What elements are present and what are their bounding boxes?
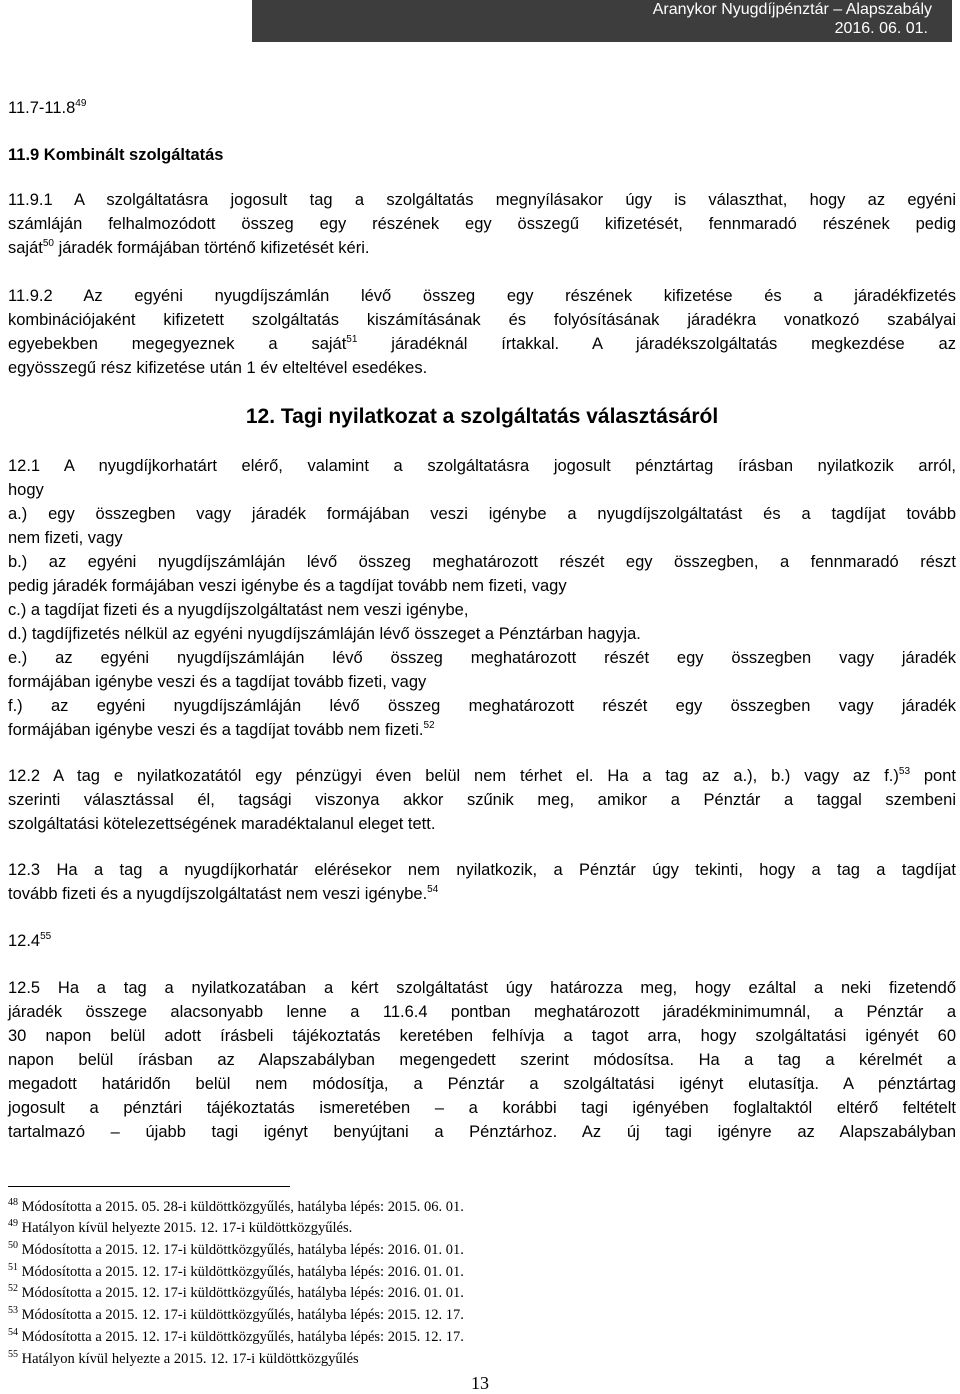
text-line: 11.9.2 Az egyéni nyugdíjszámlán lévő összeg egy részének kifizetése és a járadékfizetés (8, 287, 956, 305)
text-line: számláján felhalmozódott összeg egy részének egy összegű kifizetését, fennmaradó részének pedig (8, 215, 956, 233)
list-item-f-cont (8, 718, 956, 742)
text-line: napon belül írásban az Alapszabályban megengedett szerint módosítsa. Ha a tag a kérelmét a (8, 1051, 956, 1069)
text-line (8, 332, 956, 356)
footnote-ref: 54 (427, 884, 439, 895)
footnote (8, 1218, 352, 1238)
footnote-text: Módosította a 2015. 05. 28-i küldöttközgyűlés, hatályba lépés: 2015. 06. 01. (21, 1199, 464, 1215)
list-item-a: a.) egy összegben vagy járadék formájában veszi igénybe a nyugdíjszolgáltatást és a tagdíjat tovább (8, 505, 956, 523)
text-segment: egyebekben megegyeznek a saját (8, 335, 347, 353)
paragraph-12-2 (8, 764, 956, 836)
footnote-text: Módosította a 2015. 12. 17-i küldöttközgyűlés, hatályba lépés: 2016. 01. 01. (21, 1264, 464, 1280)
text-segment: formájában igénybe veszi és a tagdíjat tovább nem fizeti. (8, 721, 424, 739)
text-line: kombinációjaként kifizetett szolgáltatás kiszámításának és folyósításának járadékra vonatkozó szabályai (8, 311, 956, 329)
page-header (252, 0, 952, 42)
footnote (8, 1197, 464, 1217)
footnote (8, 1327, 464, 1347)
footnote-number: 50 (8, 1240, 18, 1251)
header-title: Aranykor Nyugdíjpénztár – Alapszabály (652, 1, 932, 18)
footnote-ref: 49 (75, 98, 87, 109)
text-segment: 12.2 A tag e nyilatkozatától egy pénzügyi éven belül nem térhet el. Ha a tag az a.), b.) vagy az f.) (8, 767, 899, 785)
footnote-number: 49 (8, 1218, 18, 1229)
text-segment: pont (910, 767, 956, 785)
list-item-c: c.) a tagdíjat fizeti és a nyugdíjszolgáltatást nem veszi igénybe, (8, 601, 469, 619)
list-item-e-cont: formájában igénybe veszi és a tagdíjat tovább fizeti, vagy (8, 673, 427, 691)
footnote-ref: 50 (42, 238, 54, 249)
text-segment: tovább fizeti és a nyugdíjszolgáltatást nem veszi igénybe. (8, 885, 428, 903)
text-line: 12.1 A nyugdíjkorhatárt elérő, valamint a szolgáltatásra jogosult pénztártag írásban nyilatkozik arról, (8, 457, 956, 475)
text-line: egyösszegű rész kifizetése után 1 év elteltével esedékes. (8, 359, 428, 377)
footnote-text: Hatályon kívül helyezte a 2015. 12. 17-i küldöttközgyűlés (21, 1351, 359, 1367)
section-label: 12.4 (8, 932, 41, 950)
section-label: 11.7-11.8 (8, 99, 76, 117)
footnote-text: Módosította a 2015. 12. 17-i küldöttközgyűlés, hatályba lépés: 2015. 12. 17. (21, 1329, 464, 1345)
footnote (8, 1283, 464, 1303)
footnote (8, 1240, 464, 1260)
footnote-number: 55 (8, 1349, 18, 1360)
paragraph-12-5 (8, 976, 956, 1144)
text-line (8, 236, 956, 260)
paragraph-12-1 (8, 454, 956, 742)
text-line: hogy (8, 481, 44, 499)
footnote (8, 1262, 464, 1282)
text-line: járadék összege alacsonyabb lenne a 11.6.4 pontban meghatározott járadékminimumnál, a Pénztár a (8, 1003, 956, 1021)
paragraph-11-9-1 (8, 188, 956, 260)
list-item-f: f.) az egyéni nyugdíjszámláján lévő összeg meghatározott részét egy összegben vagy járadék (8, 697, 956, 715)
footnote-separator (8, 1186, 290, 1187)
footnote-number: 51 (8, 1262, 18, 1273)
footnote-ref: 53 (898, 766, 911, 777)
list-item-d: d.) tagdíjfizetés nélkül az egyéni nyugdíjszámláján lévő összeget a Pénztárban hagyja. (8, 625, 641, 643)
paragraph-12-3 (8, 858, 956, 906)
text-line: szolgáltatási kötelezettségének maradéktalanul eleget tett. (8, 815, 436, 833)
text-line: 11.9.1 A szolgáltatásra jogosult tag a szolgáltatás megnyílásakor úgy is választhat, hogy az egyéni (8, 191, 956, 209)
footnote (8, 1305, 464, 1325)
paragraph-11-9-2 (8, 284, 956, 380)
section-11-9-title: 11.9 Kombinált szolgáltatás (8, 146, 224, 164)
footnote-number: 48 (8, 1197, 18, 1208)
footnote-text: Hatályon kívül helyezte 2015. 12. 17-i küldöttközgyűlés. (21, 1220, 353, 1236)
text-line: szerinti választással él, tagsági viszonya akkor szűnik meg, amikor a Pénztár a taggal szembeni (8, 791, 956, 809)
text-line (8, 882, 956, 906)
text-segment: járadék formájában történő kifizetését kéri. (53, 239, 370, 257)
list-item-b: b.) az egyéni nyugdíjszámláján lévő összeg meghatározott részét egy összegben, a fennmaradó részt (8, 553, 956, 571)
section-11-7 (8, 96, 956, 120)
footnote-text: Módosította a 2015. 12. 17-i küldöttközgyűlés, hatályba lépés: 2015. 12. 17. (21, 1307, 464, 1323)
text-line: 30 napon belül adott írásbeli tájékoztatás keretében felhívja a tagot arra, hogy szolgáltatási igényét 60 (8, 1027, 956, 1045)
header-date: 2016. 06. 01. (834, 20, 928, 37)
footnote-text: Módosította a 2015. 12. 17-i küldöttközgyűlés, hatályba lépés: 2016. 01. 01. (21, 1285, 464, 1301)
footnote-text: Módosította a 2015. 12. 17-i küldöttközgyűlés, hatályba lépés: 2016. 01. 01. (21, 1242, 464, 1258)
text-line: megadott határidőn belül nem módosítja, a Pénztár a szolgáltatási igényt elutasítja. A pénztártag (8, 1075, 956, 1093)
text-line (8, 764, 956, 788)
section-12-heading: 12. Tagi nyilatkozat a szolgáltatás választásáról (245, 405, 719, 428)
text-line: 12.3 Ha a tag a nyugdíjkorhatár elérésekor nem nyilatkozik, a Pénztár úgy tekinti, hogy a tag a tagdíjat (8, 861, 956, 879)
footnote (8, 1349, 359, 1369)
page-number: 13 (471, 1373, 489, 1393)
text-line: 12.5 Ha a tag a nyilatkozatában a kért szolgáltatást úgy határozza meg, hogy ezáltal a neki fizetendő (8, 979, 956, 997)
paragraph-12-4 (8, 929, 956, 953)
footnote-ref: 52 (423, 720, 435, 731)
list-item-b-cont: pedig járadék formájában veszi igénybe és a tagdíjat tovább nem fizeti, vagy (8, 577, 567, 595)
list-item-a-cont: nem fizeti, vagy (8, 529, 123, 547)
text-line: tartalmazó – újabb tagi igényt benyújtani a Pénztárhoz. Az új tagi igényre az Alapszabályban (8, 1123, 956, 1141)
list-item-e: e.) az egyéni nyugdíjszámláján lévő összeg meghatározott részét egy összegben vagy járadék (8, 649, 956, 667)
text-segment: saját (8, 239, 43, 257)
footnote-number: 53 (8, 1305, 18, 1316)
footnote-number: 52 (8, 1283, 18, 1294)
footnote-ref: 55 (40, 931, 52, 942)
footnote-number: 54 (8, 1327, 18, 1338)
footnote-ref: 51 (346, 334, 358, 345)
text-segment: járadéknál írtakkal. A járadékszolgáltatás megkezdése az (357, 335, 956, 353)
text-line: jogosult a pénztári tájékoztatás ismeretében – a korábbi tagi igényében foglaltaktól eltérő feltételt (8, 1099, 956, 1117)
